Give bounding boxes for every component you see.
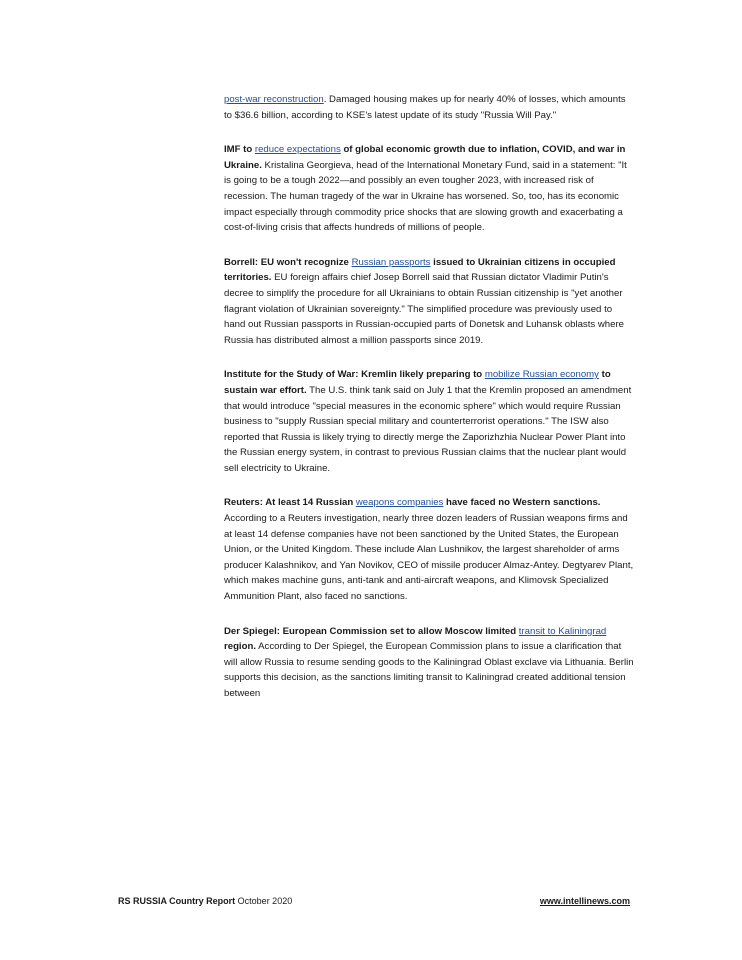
paragraph-text: According to a Reuters investigation, nearly three dozen leaders of Russian weapons firms and at least 14 defense companies have not been sanctioned by the United States, the European Union, or the United Kingdom. These include Alan Lushnikov, the largest shareholder of arms producer Kalashnikov, and Yan Novikov, CEO of missile producer Almaz-Antey. Degtyarev Plant, which makes machine guns, anti-tank and anti-aircraft weapons, and Klimovsk Specialized Ammunition Plant, also faced no sanctions. (224, 513, 634, 603)
article-body (224, 92, 634, 721)
link-post-war-reconstruction[interactable]: post-war reconstruction (224, 94, 324, 105)
link-mobilize-russian-economy[interactable]: mobilize Russian economy (484, 369, 599, 381)
paragraph-text: According to Der Spiegel, the European Commission plans to issue a clarification that will allow Russia to resume sending goods to the Kaliningrad Oblast exclave via Lithuania. Berlin supports this decision, as the sanctions limiting transit to Kaliningrad created additional tension between (224, 641, 634, 699)
paragraph-borrell (224, 255, 634, 349)
paragraph-housing-losses (224, 92, 634, 123)
headline-lead: IMF to (224, 144, 255, 156)
headline-lead: Borrell: EU won't recognize (224, 256, 352, 268)
headline-tail: to sustain war effort. (224, 369, 611, 396)
headline-tail: of global economic growth due to inflation, COVID, and war in Ukraine. (224, 144, 626, 171)
headline-tail: have faced no Western sanctions. (443, 497, 601, 509)
link-transit-to-kaliningrad[interactable]: transit to Kaliningrad (518, 625, 607, 637)
link-reduce-expectations[interactable]: reduce expectations (254, 144, 341, 156)
page-footer (118, 896, 630, 906)
paragraph-text: Kristalina Georgieva, head of the International Monetary Fund, said in a statement: "It is going to be a tough 2022—and possibly an even tougher 2023, with increased risk of recession. The human tragedy of the war in Ukraine has worsened. So, too, has its economic impact especially through commodity price shocks that are slowing growth and exacerbating a cost-of-living crisis that affects hundreds of millions of people. (224, 159, 627, 234)
headline-tail: issued to Ukrainian citizens in occupied territories. (224, 256, 616, 284)
footer-brand: RS RUSSIA Country Report (118, 896, 236, 906)
footer-report-title (118, 896, 292, 906)
paragraph-text: . Damaged housing makes up for nearly 40% of losses, which amounts to $36.6 billion, according to KSE's latest update of its study "Russia Will Pay." (224, 94, 626, 121)
headline-lead: Institute for the Study of War: Kremlin likely preparing to (224, 369, 485, 381)
paragraph-isw (224, 367, 634, 476)
paragraph-text: The U.S. think tank said on July 1 that the Kremlin proposed an amendment that would introduce "special measures in the economic sphere" which would require Russian business to "supply Russian special military and counterterrorist operations." The ISW also reported that Russia is likely trying to directly merge the Zaporizhzhia Nuclear Power Plant into the Russian energy system, in contrast to previous Russian claims that the nuclear plant would sell electricity to Ukraine. (224, 384, 632, 474)
paragraph-imf (224, 142, 634, 236)
headline-lead: Reuters: At least 14 Russian (224, 497, 356, 509)
paragraph-text: EU foreign affairs chief Josep Borrell said that Russian dictator Vladimir Putin's decree to simplify the procedure for all Ukrainians to obtain Russian citizenship is "yet another flagrant violation of Ukrainian sovereignty." The simplified procedure was previously used to hand out Russian passports in Russian-occupied parts of Donetsk and Luhansk oblasts where Russia has distributed almost a million passports since 2019. (224, 272, 624, 346)
paragraph-reuters (224, 495, 634, 604)
footer-website-link[interactable]: www.intellinews.com (539, 896, 630, 906)
footer-date: October 2020 (235, 896, 293, 906)
link-weapons-companies[interactable]: weapons companies (355, 497, 444, 509)
headline-tail: region. (224, 641, 256, 653)
link-russian-passports[interactable]: Russian passports (351, 256, 431, 268)
paragraph-der-spiegel (224, 624, 634, 702)
headline-lead: Der Spiegel: European Commission set to allow Moscow limited (224, 625, 519, 637)
